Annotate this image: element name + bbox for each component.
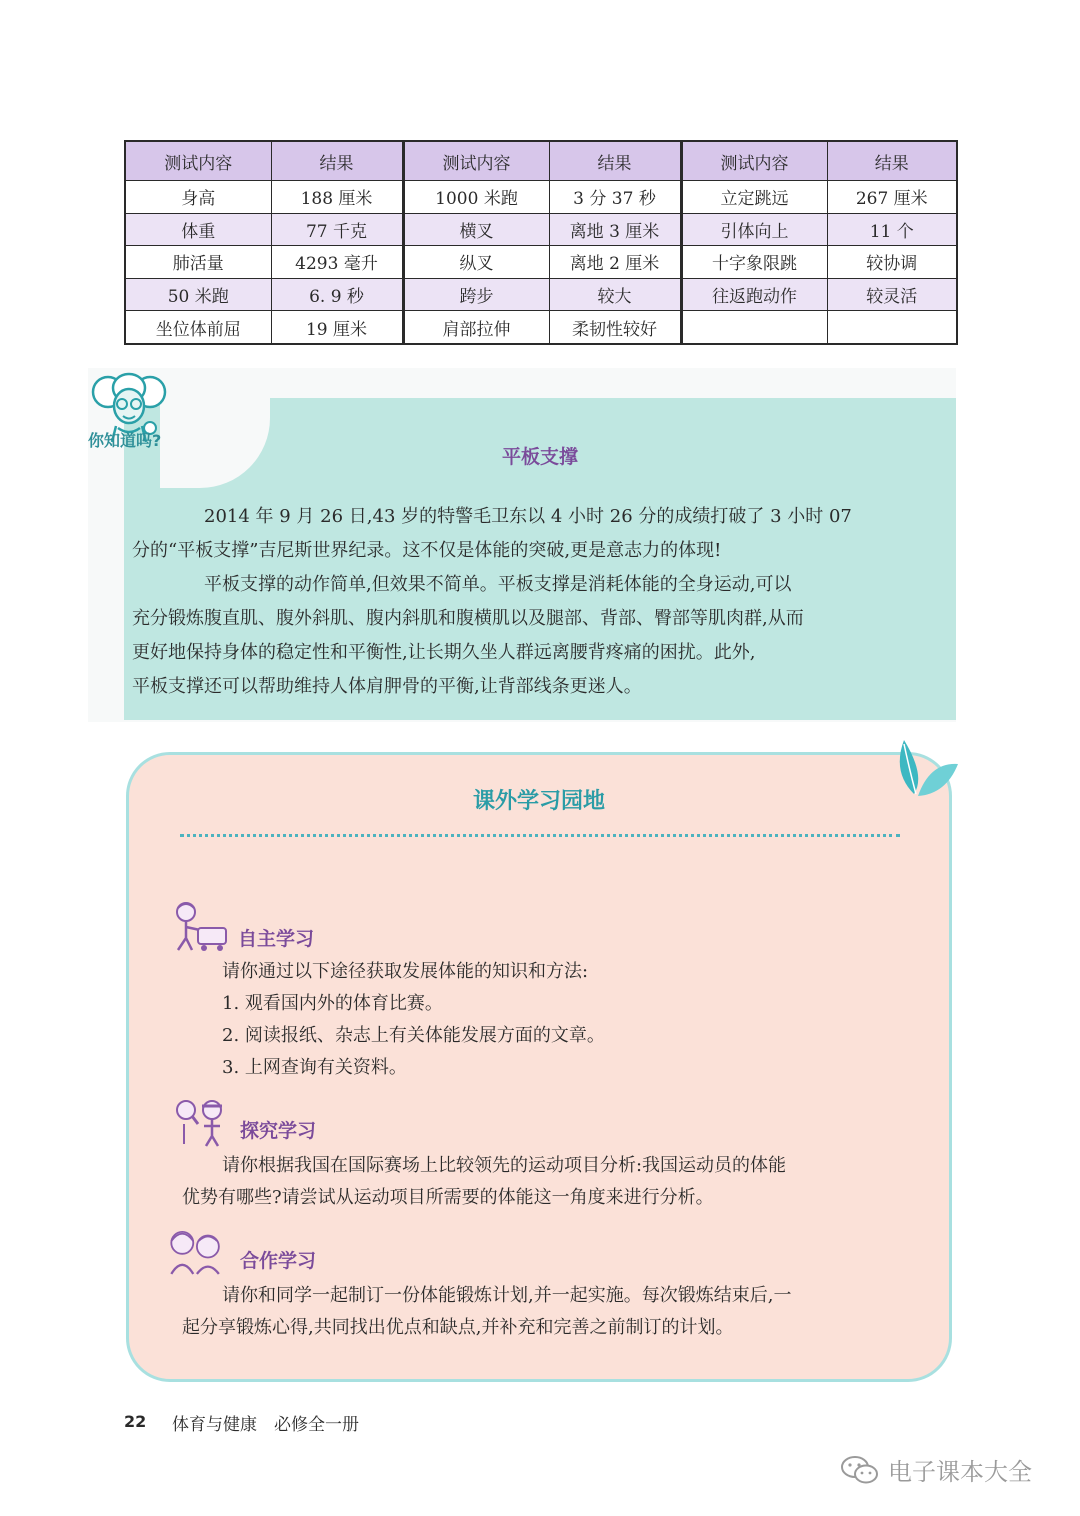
table-cell: 柔韧性较好 <box>549 311 681 344</box>
fitness-test-table <box>124 140 958 345</box>
did-you-know-title: 平板支撑 <box>501 446 578 468</box>
table-cell: 往返跑动作 <box>681 278 827 311</box>
paragraph <box>132 500 920 568</box>
table-row <box>125 246 957 279</box>
text-line: 请你根据我国在国际赛场上比较领先的运动项目分析:我国运动员的体能 <box>222 1155 787 1176</box>
text-line: 2014 年 9 月 26 日,43 岁的特警毛卫东以 4 小时 26 分的成绩打破了 3 小时 07 <box>204 506 852 527</box>
list-item: 2. 阅读报纸、杂志上有关体能发展方面的文章。 <box>222 1025 605 1046</box>
table-cell: 离地 2 厘米 <box>549 246 681 279</box>
table-cell: 离地 3 厘米 <box>549 213 681 246</box>
table-cell: 19 厘米 <box>271 311 403 344</box>
header-cell: 结果 <box>549 141 681 181</box>
header-cell: 测试内容 <box>681 141 827 181</box>
table-cell: 十字象限跳 <box>681 246 827 279</box>
self-study-intro: 请你通过以下途径获取发展体能的知识和方法: <box>222 961 589 982</box>
table-cell: 横叉 <box>403 213 549 246</box>
watermark <box>840 1452 1032 1487</box>
header-cell: 测试内容 <box>403 141 549 181</box>
table-cell: 立定跳远 <box>681 181 827 214</box>
text-line: 充分锻炼腹直肌、腹外斜肌、腹内斜肌和腹横肌以及腿部、背部、臀部等肌肉群,从而 <box>132 608 804 629</box>
header-cell: 结果 <box>827 141 957 181</box>
table-cell: 6. 9 秒 <box>271 278 403 311</box>
text-line: 优势有哪些?请尝试从运动项目所需要的体能这一角度来进行分析。 <box>182 1187 714 1208</box>
table-cell <box>827 311 957 344</box>
text-line: 分的“平板支撑”吉尼斯世界纪录。这不仅是体能的突破,更是意志力的体现! <box>132 540 722 561</box>
text-line: 平板支撑的动作简单,但效果不简单。平板支撑是消耗体能的全身运动,可以 <box>204 574 792 595</box>
table-row <box>125 181 957 214</box>
paragraph <box>132 568 920 704</box>
list-item: 3. 上网查询有关资料。 <box>222 1057 407 1078</box>
student-reading-icon <box>168 900 232 952</box>
table-cell: 4293 毫升 <box>271 246 403 279</box>
table-cell: 较灵活 <box>827 278 957 311</box>
table-cell: 身高 <box>125 181 271 214</box>
table-cell: 肩部拉伸 <box>403 311 549 344</box>
table-cell: 较协调 <box>827 246 957 279</box>
text-line: 平板支撑还可以帮助维持人体肩胛骨的平衡,让背部线条更迷人。 <box>132 676 642 697</box>
inquiry-title: 探究学习 <box>240 1120 317 1142</box>
table-row <box>125 278 957 311</box>
table-cell: 11 个 <box>827 213 957 246</box>
table-cell <box>681 311 827 344</box>
header-cell: 测试内容 <box>125 141 271 181</box>
dotted-divider <box>180 834 900 837</box>
magnifier-student-icon <box>170 1096 234 1148</box>
table-cell: 较大 <box>549 278 681 311</box>
table-cell: 肺活量 <box>125 246 271 279</box>
text-line: 起分享锻炼心得,共同找出优点和缺点,并补充和完善之前制订的计划。 <box>182 1317 734 1338</box>
text-line: 更好地保持身体的稳定性和平衡性,让长期久坐人群远离腰背疼痛的困扰。此外, <box>132 642 756 663</box>
watermark-text: 电子课本大全 <box>888 1458 1032 1486</box>
table-cell: 引体向上 <box>681 213 827 246</box>
did-you-know-body <box>132 500 920 704</box>
table-row <box>125 311 957 344</box>
table-cell: 坐位体前屈 <box>125 311 271 344</box>
table-header-row <box>125 141 957 181</box>
header-cell: 结果 <box>271 141 403 181</box>
table-cell: 1000 米跑 <box>403 181 549 214</box>
page-number: 22 <box>124 1412 147 1431</box>
table-cell: 188 厘米 <box>271 181 403 214</box>
table-row <box>125 213 957 246</box>
self-study-title: 自主学习 <box>238 928 315 950</box>
table-cell: 体重 <box>125 213 271 246</box>
cooperative-title: 合作学习 <box>240 1250 317 1272</box>
table-cell: 50 米跑 <box>125 278 271 311</box>
table-cell: 3 分 37 秒 <box>549 181 681 214</box>
wechat-icon <box>840 1454 880 1486</box>
table-cell: 267 厘米 <box>827 181 957 214</box>
table-cell: 77 千克 <box>271 213 403 246</box>
two-students-icon <box>164 1226 228 1278</box>
extracurricular-title: 课外学习园地 <box>472 789 605 814</box>
book-title: 体育与健康 必修全一册 <box>172 1415 359 1435</box>
text-line: 请你和同学一起制订一份体能锻炼计划,并一起实施。每次锻炼结束后,一 <box>222 1285 792 1306</box>
table-cell: 跨步 <box>403 278 549 311</box>
did-you-know-caption: 你知道吗? <box>88 431 162 450</box>
table-cell: 纵叉 <box>403 246 549 279</box>
list-item: 1. 观看国内外的体育比赛。 <box>222 993 443 1014</box>
